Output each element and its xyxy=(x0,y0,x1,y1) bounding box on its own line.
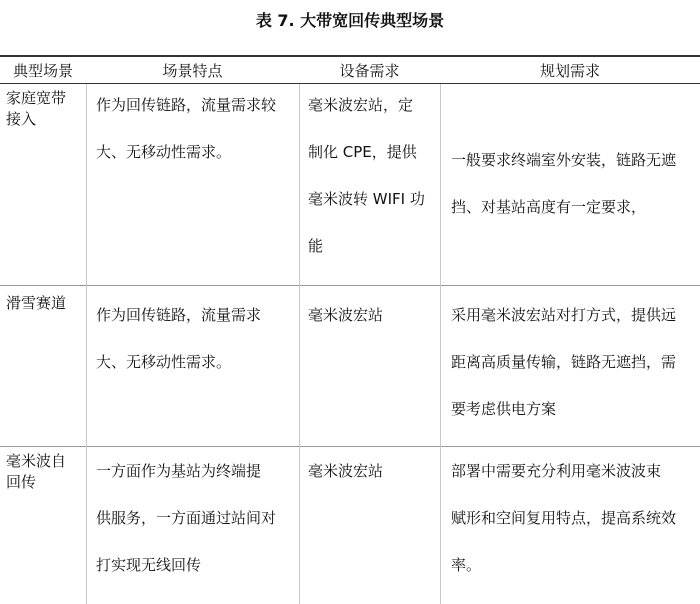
table-title: 表 7. 大带宽回传典型场景 xyxy=(255,11,445,30)
column-divider xyxy=(299,84,300,604)
header-scene: 典型场景 xyxy=(12,62,73,80)
row3-features: 一方面作为基站为终端提 供服务，一方面通过站间对 打实现无线回传 xyxy=(96,462,277,574)
row3-planning: 部署中需要充分利用毫米波波束 赋形和空间复用特点，提高系统效 率。 xyxy=(451,462,677,574)
row1-scene: 家庭宽带 接入 xyxy=(6,89,67,128)
row1-planning: 一般要求终端室外安装，链路无遮 挡、对基站高度有一定要求， xyxy=(451,151,677,216)
row1-features: 作为回传链路，流量需求较 大、无移动性需求。 xyxy=(96,96,277,161)
column-divider xyxy=(440,84,441,604)
header-equipment: 设备需求 xyxy=(339,62,400,80)
row2-scene: 滑雪赛道 xyxy=(6,294,67,312)
row2-planning: 采用毫米波宏站对打方式，提供远 距离高质量传输，链路无遮挡，需 要考虑供电方案 xyxy=(451,306,677,418)
row3-equipment: 毫米波宏站 xyxy=(308,462,384,480)
row2-equipment: 毫米波宏站 xyxy=(308,306,384,324)
header-planning: 规划需求 xyxy=(539,62,600,80)
row2-features: 作为回传链路，流量需求 大、无移动性需求。 xyxy=(96,306,262,371)
column-divider xyxy=(86,84,87,604)
row3-scene: 毫米波自 回传 xyxy=(6,452,67,491)
row-divider xyxy=(0,446,700,447)
header-features: 场景特点 xyxy=(162,62,223,80)
table-top-rule xyxy=(0,55,700,57)
row-divider xyxy=(0,285,700,286)
row1-equipment: 毫米波宏站，定 制化 CPE，提供 毫米波转 WIFI 功 能 xyxy=(308,96,425,255)
